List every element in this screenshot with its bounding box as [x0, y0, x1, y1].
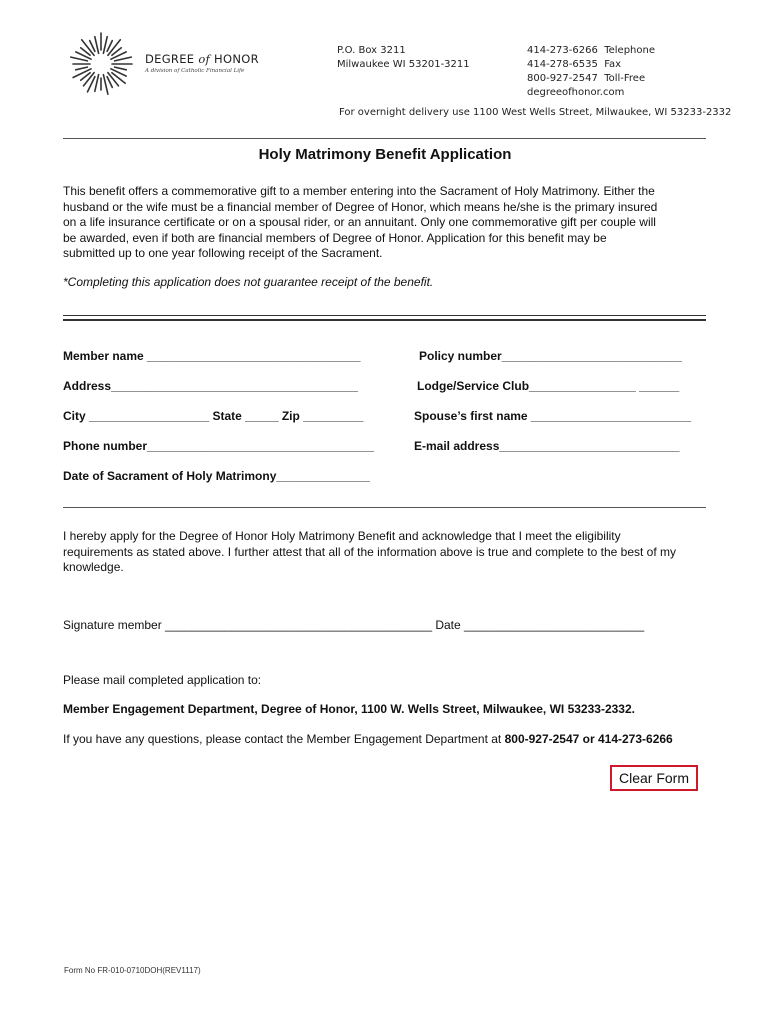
logo-word-of: of: [198, 52, 211, 66]
attest-line: I hereby apply for the Degree of Honor Holy Matrimony Benefit and acknowledge that I meet the eligibility: [63, 529, 621, 543]
intro-line: on a life insurance certificate or on a spousal rider, or an annuitant. Only one commemorative gift per couple will: [63, 215, 656, 229]
title-rule-top: [63, 138, 706, 139]
contact-tollfree: 800-927-2547 Toll-Free: [527, 73, 646, 84]
logo-tagline: A division of Catholic Financial Life: [145, 68, 245, 74]
fields-bottom-rule: [63, 507, 706, 508]
member-name-field[interactable]: Member name ________________________________: [63, 349, 361, 363]
mail-address: Member Engagement Department, Degree of Honor, 1100 W. Wells Street, Milwaukee, WI 53233-2332.: [63, 702, 635, 716]
logo-ray: [115, 57, 132, 61]
mailing-address: [337, 44, 470, 72]
section-divider-thin: [63, 315, 706, 316]
logo: [68, 30, 258, 100]
attestation-paragraph: [63, 529, 723, 576]
sunburst-logo-icon: [68, 30, 138, 96]
page-title: Holy Matrimony Benefit Application: [258, 146, 512, 163]
logo-wordmark: [145, 52, 259, 66]
phone-number-field[interactable]: Phone number__________________________________: [63, 439, 374, 453]
logo-ray: [76, 67, 88, 70]
policy-number-field[interactable]: Policy number___________________________: [419, 349, 682, 363]
lodge-service-club-field[interactable]: Lodge/Service Club________________ ______: [417, 379, 680, 393]
contact-website: degreeofhonor.com: [527, 87, 625, 98]
questions-phone-numbers: 800-927-2547 or 414-273-6266: [504, 732, 673, 746]
mail-to-label: Please mail completed application to:: [63, 673, 262, 687]
signature-date-field[interactable]: Signature member ________________________________________ Date ___________________________: [63, 618, 645, 632]
intro-paragraph: [63, 184, 713, 262]
contact-phone: 414-273-6266 Telephone: [527, 45, 655, 56]
date-of-sacrament-field[interactable]: Date of Sacrament of Holy Matrimony______________: [63, 469, 370, 483]
address-field[interactable]: Address_____________________________________: [63, 379, 358, 393]
logo-word-degree: DEGREE: [145, 52, 199, 66]
address-line-2: Milwaukee WI 53201-3211: [337, 59, 470, 70]
questions-line: [63, 732, 673, 746]
overnight-delivery-note: For overnight delivery use 1100 West Wells Street, Milwaukee, WI 53233-2332: [339, 107, 732, 118]
intro-line: husband or the wife must be a financial member of Degree of Honor, which means he/she is the primary insured: [63, 199, 658, 214]
logo-ray: [71, 57, 88, 61]
intro-line: submitted up to one year following receipt of the Sacrament.: [63, 246, 383, 260]
intro-line: This benefit offers a commemorative gift to a member entering into the Sacrament of Holy Matrimony. Either the: [63, 184, 655, 198]
address-line-1: P.O. Box 3211: [337, 45, 406, 56]
contact-fax: 414-278-6535 Fax: [527, 59, 622, 70]
disclaimer: *Completing this application does not guarantee receipt of the benefit.: [63, 275, 434, 289]
section-divider-thick: [63, 319, 706, 321]
contact-block: [527, 44, 655, 100]
intro-line: be awarded, even if both are financial members of Degree of Honor. Application for this benefit may be: [63, 230, 607, 245]
logo-ray: [115, 67, 127, 70]
spouse-first-name-field[interactable]: Spouse’s first name ________________________: [414, 409, 692, 423]
clear-form-button[interactable]: Clear Form: [610, 765, 698, 791]
form-number: Form No FR-010-0710DOH(REV1117): [64, 966, 201, 975]
logo-word-honor: HONOR: [210, 52, 259, 66]
attest-line: knowledge.: [63, 560, 124, 574]
questions-text: If you have any questions, please contact the Member Engagement Department at: [63, 732, 505, 746]
email-address-field[interactable]: E-mail address___________________________: [414, 439, 680, 453]
city-state-zip-field[interactable]: City __________________ State _____ Zip _________: [63, 409, 364, 423]
attest-line: requirements as stated above. I further attest that all of the information above is true and complete to the best of my: [63, 544, 677, 559]
